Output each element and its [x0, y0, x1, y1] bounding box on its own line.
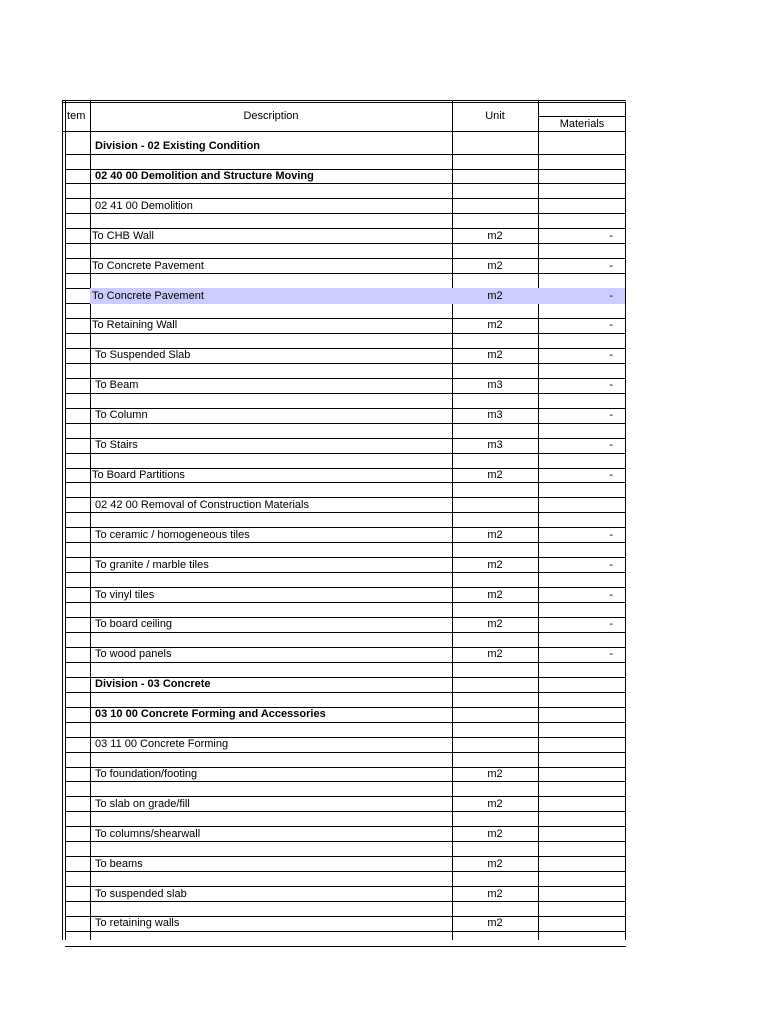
row-materials: -: [609, 648, 613, 660]
row-materials: -: [609, 589, 613, 601]
row-description: To Retaining Wall: [92, 319, 178, 331]
row-description: To beams: [95, 858, 143, 870]
table-top-border-inner: [62, 102, 626, 103]
row-materials: -: [609, 290, 613, 302]
row-description: To vinyl tiles: [95, 589, 155, 601]
header-description: Description: [243, 110, 299, 122]
row-unit: m3: [487, 439, 503, 451]
row-unit: m2: [487, 559, 503, 571]
row-description: To columns/shearwall: [95, 828, 201, 840]
row-description: To Concrete Pavement: [92, 290, 204, 302]
row-description: To Suspended Slab: [95, 349, 191, 361]
row-materials: -: [609, 409, 613, 421]
row-unit: m2: [487, 529, 503, 541]
row-description: To Beam: [95, 379, 139, 391]
row-line: [65, 243, 626, 244]
table-top-border: [62, 100, 626, 101]
row-line: [65, 453, 626, 454]
row-materials: -: [609, 469, 613, 481]
row-line: [65, 482, 626, 483]
row-line: [65, 811, 626, 812]
header-unit: Unit: [485, 110, 505, 122]
item-column-divider: [90, 100, 91, 940]
row-line: [65, 871, 626, 872]
table-left-border-inner: [65, 100, 66, 940]
header-item: Item: [64, 110, 86, 122]
row-line: [65, 542, 626, 543]
row-unit: m2: [487, 319, 503, 331]
row-materials: -: [609, 319, 613, 331]
row-description: To Concrete Pavement: [92, 260, 204, 272]
row-line: [65, 781, 626, 782]
row-line: [65, 572, 626, 573]
row-materials: -: [609, 439, 613, 451]
row-unit: m2: [487, 648, 503, 660]
row-materials: -: [609, 379, 613, 391]
row-line: [65, 722, 626, 723]
row-description: To ceramic / homogeneous tiles: [95, 529, 250, 541]
row-line: [65, 423, 626, 424]
row-line: [65, 154, 626, 155]
row-line: [65, 662, 626, 663]
row-line: [65, 602, 626, 603]
row-materials: -: [609, 349, 613, 361]
row-unit: m2: [487, 828, 503, 840]
row-description: To Column: [95, 409, 148, 421]
row-description: 03 10 00 Concrete Forming and Accessories: [95, 708, 326, 720]
row-unit: m2: [487, 469, 503, 481]
row-unit: m2: [487, 349, 503, 361]
row-materials: -: [609, 260, 613, 272]
unit-column-divider: [538, 100, 539, 940]
row-line: [65, 901, 626, 902]
row-unit: m3: [487, 379, 503, 391]
row-unit: m2: [487, 768, 503, 780]
row-line: [65, 512, 626, 513]
row-description: To slab on grade/fill: [95, 798, 190, 810]
row-materials: -: [609, 230, 613, 242]
row-description: To board ceiling: [95, 618, 173, 630]
row-description: To CHB Wall: [92, 230, 154, 242]
row-line: [65, 273, 626, 274]
row-unit: m2: [487, 618, 503, 630]
row-description: To wood panels: [95, 648, 172, 660]
header-materials: Materials: [559, 118, 605, 130]
row-unit: m2: [487, 290, 503, 302]
row-description: Division - 03 Concrete: [95, 678, 211, 690]
row-description: 02 41 00 Demolition: [95, 200, 193, 212]
row-description: To suspended slab: [95, 888, 187, 900]
row-unit: m2: [487, 858, 503, 870]
row-unit: m3: [487, 409, 503, 421]
row-line: [65, 632, 626, 633]
row-line: [65, 333, 626, 334]
row-line: [65, 393, 626, 394]
row-description: To Board Partitions: [92, 469, 185, 481]
row-unit: m2: [487, 260, 503, 272]
row-description: To Stairs: [95, 439, 138, 451]
row-unit: m2: [487, 798, 503, 810]
row-line: [65, 931, 626, 932]
row-unit: m2: [487, 888, 503, 900]
row-materials: -: [609, 559, 613, 571]
row-materials: -: [609, 529, 613, 541]
row-description: Division - 02 Existing Condition: [95, 140, 261, 152]
row-unit: m2: [487, 230, 503, 242]
description-column-divider: [452, 100, 453, 940]
row-line: [65, 363, 626, 364]
spacer-line: [65, 946, 626, 947]
spacer-line: [65, 856, 626, 857]
row-line: [65, 841, 626, 842]
row-materials: -: [609, 618, 613, 630]
row-line: [65, 183, 626, 184]
row-description: To foundation/footing: [95, 768, 198, 780]
row-line: [65, 692, 626, 693]
header-bottom-border: [62, 131, 626, 132]
row-description: 02 42 00 Removal of Construction Materials: [95, 499, 309, 511]
row-description: To granite / marble tiles: [95, 559, 209, 571]
row-unit: m2: [487, 589, 503, 601]
row-description: To retaining walls: [95, 917, 180, 929]
table-left-border: [62, 100, 63, 940]
row-description: 02 40 00 Demolition and Structure Moving: [95, 170, 314, 182]
row-description: 03 11 00 Concrete Forming: [95, 738, 229, 750]
row-unit: m2: [487, 917, 503, 929]
row-line: [65, 213, 626, 214]
row-line: [65, 752, 626, 753]
